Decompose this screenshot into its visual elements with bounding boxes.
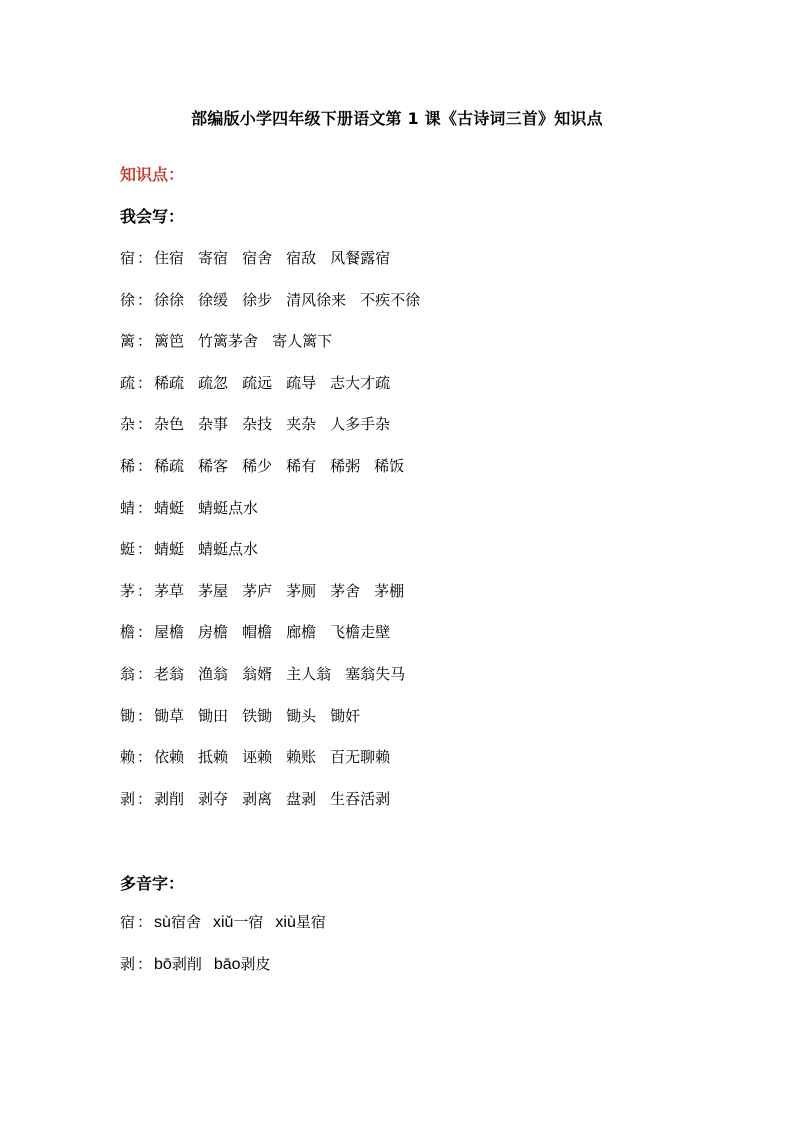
vocab-word: 主人翁 — [286, 665, 332, 683]
colon: ： — [137, 291, 153, 309]
vocab-word: 锄草 — [154, 707, 185, 725]
vocab-word: 风餐露宿 — [330, 249, 391, 267]
vocab-word: 廊檐 — [286, 623, 317, 641]
vocab-word: 宿舍 — [242, 249, 273, 267]
vocab-word: 稀疏 — [154, 457, 185, 475]
vocab-word: 疏忽 — [198, 374, 229, 392]
vocab-word: 徐缓 — [198, 291, 229, 309]
polyphone-word: 剥削 — [171, 955, 202, 973]
vocab-word: 人多手杂 — [330, 415, 391, 433]
vocab-word: 杂技 — [242, 415, 273, 433]
vocab-row — [120, 706, 374, 726]
vocab-word: 渔翁 — [198, 665, 229, 683]
vocab-word: 夹杂 — [286, 415, 317, 433]
vocab-row — [120, 414, 404, 434]
vocab-char: 剥 — [120, 790, 136, 808]
colon: ： — [137, 415, 153, 433]
polyphone-word: 一宿 — [233, 913, 264, 931]
vocab-word: 诬赖 — [242, 748, 273, 766]
colon: ： — [137, 748, 153, 766]
vocab-word: 徐步 — [242, 291, 273, 309]
colon: ： — [137, 332, 153, 350]
vocab-word: 蜻蜓点水 — [198, 499, 259, 517]
colon: ： — [137, 913, 153, 931]
vocab-row — [120, 248, 404, 268]
vocab-word: 疏导 — [286, 374, 317, 392]
polyphone-char: 宿 — [120, 913, 136, 931]
vocab-word: 剥离 — [242, 790, 273, 808]
vocab-word: 盘剥 — [286, 790, 317, 808]
vocab-word: 剥削 — [154, 790, 185, 808]
vocab-char: 檐 — [120, 623, 136, 641]
vocab-word: 不疾不徐 — [360, 291, 421, 309]
vocab-word: 稀粥 — [330, 457, 361, 475]
colon: ： — [137, 707, 153, 725]
vocab-word: 翁婿 — [242, 665, 273, 683]
vocab-word: 生吞活剥 — [330, 790, 391, 808]
vocab-char: 茅 — [120, 582, 136, 600]
write-heading: 我会写： — [120, 207, 185, 226]
polyphone-row — [120, 912, 338, 933]
page-title: 部编版小学四年级下册语文第 1 课《古诗词三首》知识点 — [191, 109, 603, 128]
polyphone-word: 剥皮 — [240, 955, 271, 973]
vocab-word: 稀疏 — [154, 374, 185, 392]
vocab-word: 篱笆 — [154, 332, 185, 350]
vocab-word: 寄人篱下 — [272, 332, 333, 350]
vocab-word: 塞翁失马 — [345, 665, 406, 683]
vocab-word: 锄奸 — [330, 707, 361, 725]
pinyin: xiù — [275, 914, 296, 931]
vocab-char: 徐 — [120, 291, 136, 309]
vocab-word: 疏远 — [242, 374, 273, 392]
vocab-word: 志大才疏 — [330, 374, 391, 392]
polyphone-reading — [154, 954, 202, 975]
vocab-row — [120, 373, 404, 393]
vocab-word: 寄宿 — [198, 249, 229, 267]
polyphone-reading — [275, 912, 325, 933]
knowledge-heading: 知识点： — [120, 165, 185, 184]
pinyin: xiǔ — [212, 914, 234, 931]
vocab-row — [120, 581, 418, 601]
colon: ： — [137, 955, 153, 973]
vocab-char: 蜓 — [120, 540, 136, 558]
vocab-word: 百无聊赖 — [330, 748, 391, 766]
vocab-row — [120, 622, 404, 642]
vocab-word: 茅舍 — [330, 582, 361, 600]
vocab-word: 杂事 — [198, 415, 229, 433]
vocab-row — [120, 747, 404, 767]
vocab-word: 蜻蜓 — [154, 540, 185, 558]
vocab-word: 稀有 — [286, 457, 317, 475]
pinyin: sù — [154, 914, 171, 931]
polyphone-char: 剥 — [120, 955, 136, 973]
colon: ： — [137, 499, 153, 517]
vocab-char: 翁 — [120, 665, 136, 683]
vocab-char: 赖 — [120, 748, 136, 766]
vocab-row — [120, 498, 272, 518]
vocab-word: 清风徐来 — [286, 291, 347, 309]
vocab-word: 稀客 — [198, 457, 229, 475]
vocab-word: 锄田 — [198, 707, 229, 725]
vocab-word: 蜻蜓点水 — [198, 540, 259, 558]
vocab-word: 飞檐走壁 — [330, 623, 391, 641]
vocab-char: 篱 — [120, 332, 136, 350]
polyphone-row — [120, 954, 283, 975]
vocab-word: 稀饭 — [374, 457, 405, 475]
colon: ： — [137, 374, 153, 392]
vocab-word: 抵赖 — [198, 748, 229, 766]
vocab-char: 疏 — [120, 374, 136, 392]
vocab-word: 锄头 — [286, 707, 317, 725]
vocab-row — [120, 331, 346, 351]
vocab-word: 竹篱茅舍 — [198, 332, 259, 350]
vocab-word: 房檐 — [198, 623, 229, 641]
vocab-word: 宿敌 — [286, 249, 317, 267]
vocab-word: 茅棚 — [374, 582, 405, 600]
vocab-char: 蜻 — [120, 499, 136, 517]
polyphone-word: 星宿 — [295, 913, 326, 931]
vocab-word: 茅庐 — [242, 582, 273, 600]
vocab-word: 杂色 — [154, 415, 185, 433]
vocab-row — [120, 664, 419, 684]
colon: ： — [137, 665, 153, 683]
colon: ： — [137, 582, 153, 600]
vocab-word: 蜻蜓 — [154, 499, 185, 517]
vocab-word: 茅草 — [154, 582, 185, 600]
colon: ： — [137, 790, 153, 808]
vocab-word: 铁锄 — [242, 707, 273, 725]
vocab-word: 赖账 — [286, 748, 317, 766]
vocab-word: 屋檐 — [154, 623, 185, 641]
polyphone-reading — [214, 954, 271, 975]
vocab-char: 锄 — [120, 707, 136, 725]
vocab-row — [120, 290, 434, 310]
vocab-char: 杂 — [120, 415, 136, 433]
pinyin: bō — [154, 956, 172, 973]
vocab-word: 茅厕 — [286, 582, 317, 600]
colon: ： — [137, 457, 153, 475]
polyphone-word: 宿舍 — [170, 913, 201, 931]
vocab-row — [120, 456, 418, 476]
vocab-word: 住宿 — [154, 249, 185, 267]
vocab-word: 老翁 — [154, 665, 185, 683]
colon: ： — [137, 623, 153, 641]
vocab-word: 剥夺 — [198, 790, 229, 808]
polyphone-reading — [213, 912, 263, 933]
vocab-word: 依赖 — [154, 748, 185, 766]
vocab-char: 宿 — [120, 249, 136, 267]
vocab-word: 帽檐 — [242, 623, 273, 641]
vocab-row — [120, 539, 272, 559]
pinyin: bāo — [213, 956, 241, 973]
vocab-word: 徐徐 — [154, 291, 185, 309]
vocab-char: 稀 — [120, 457, 136, 475]
vocab-row — [120, 789, 404, 809]
polyphone-reading — [154, 912, 201, 933]
colon: ： — [137, 540, 153, 558]
vocab-word: 稀少 — [242, 457, 273, 475]
colon: ： — [137, 249, 153, 267]
vocab-word: 茅屋 — [198, 582, 229, 600]
polyphone-heading: 多音字： — [120, 874, 185, 893]
